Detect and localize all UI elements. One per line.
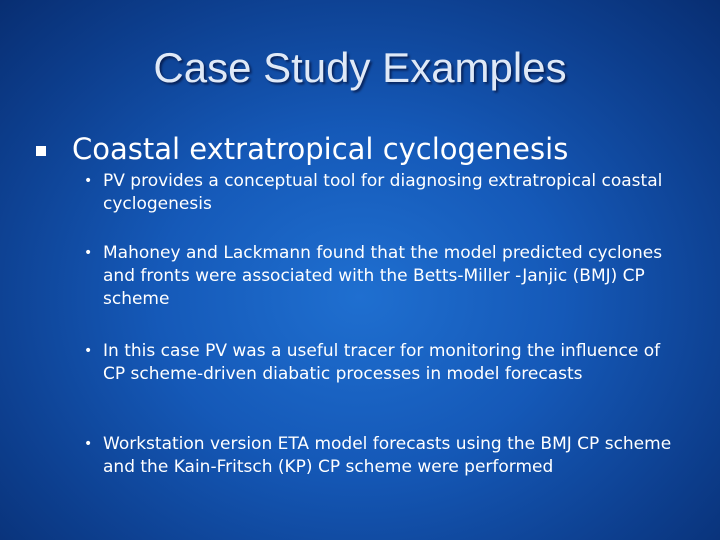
sub-bullet-2 (84, 242, 684, 311)
bullet-dot-icon: • (84, 343, 93, 359)
sub-bullet-1 (84, 170, 684, 216)
sub-bullet-text: PV provides a conceptual tool for diagnosing extratropical coastal cyclogenesis (103, 171, 663, 214)
sub-bullet-4 (84, 433, 684, 479)
sub-bullet-3 (84, 340, 684, 386)
sub-bullet-text: In this case PV was a useful tracer for monitoring the influence of CP scheme-driven diabatic processes in model forecasts (103, 341, 661, 384)
slide-title: Case Study Examples (153, 44, 567, 91)
main-bullet-text: Coastal extratropical cyclogenesis (72, 132, 569, 166)
bullet-dot-icon: • (84, 436, 93, 452)
square-bullet-icon (36, 146, 46, 156)
sub-bullet-text: Mahoney and Lackmann found that the model predicted cyclones and fronts were associated with the Betts-Miller -Janjic (BMJ) CP scheme (103, 243, 663, 309)
bullet-dot-icon: • (84, 245, 93, 261)
bullet-dot-icon: • (84, 173, 93, 189)
sub-bullet-text: Workstation version ETA model forecasts using the BMJ CP scheme and the Kain-Fritsch (KP) CP scheme were performed (103, 434, 672, 477)
